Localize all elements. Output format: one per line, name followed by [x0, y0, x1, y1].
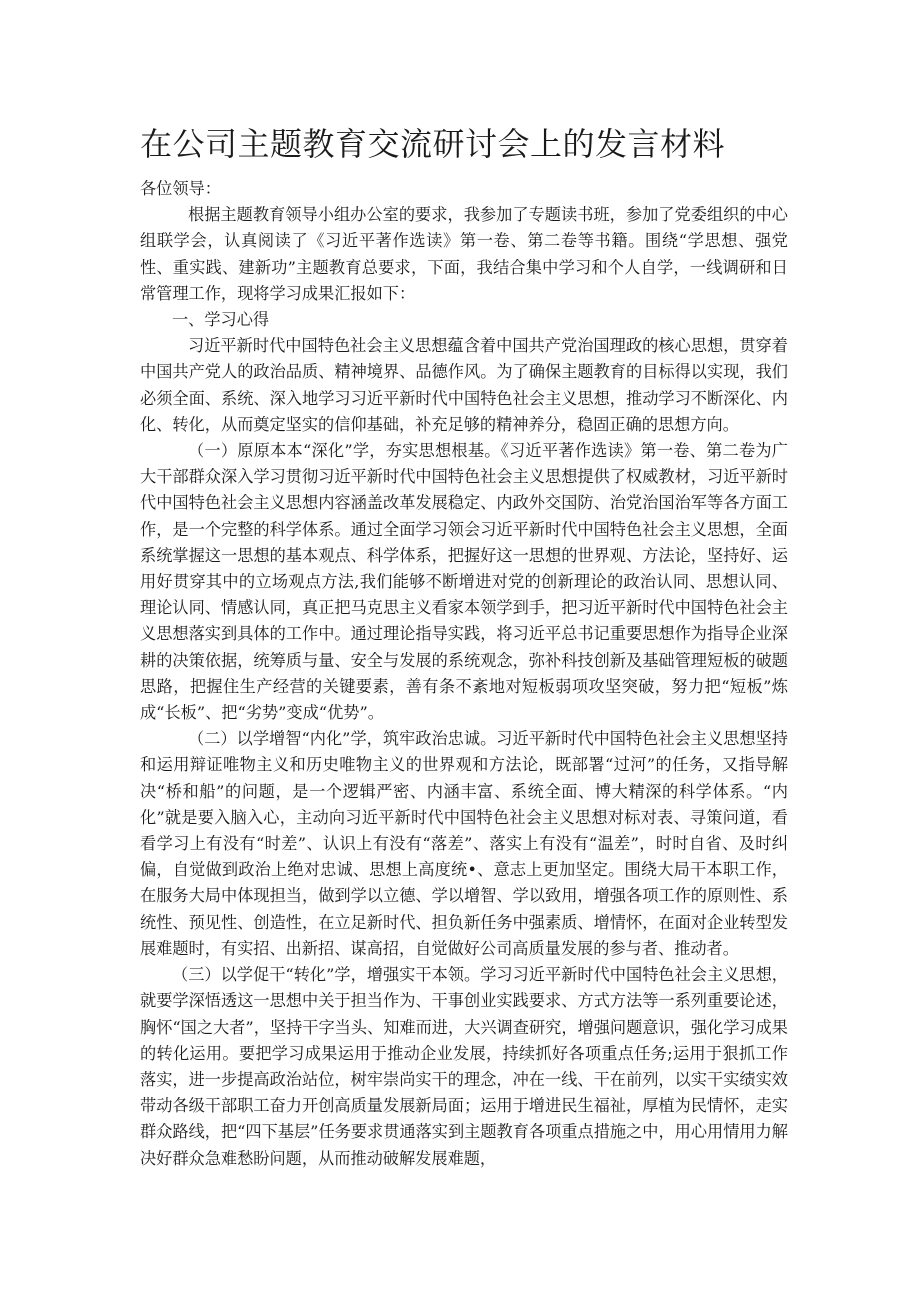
document-body	[140, 176, 788, 1172]
body-paragraph: （二）以学增智“内化”学，筑牢政治忠诚。习近平新时代中国特色社会主义思想坚持和运用辩证唯物主义和历史唯物主义的世界观和方法论，既部署“过河”的任务，又指导解决“桥和船”的问题，是一个逻辑严密、内涵丰富、系统全面、博大精深的科学体系。“内化”就是要入脑入心，主动向习近平新时代中国特色社会主义思想对标对表、寻策问道，看看学习上有没有“时差”、认识上有没有“落差”、落实上有没有“温差”，时时自省、及时纠偏，自觉做到政治上绝对忠诚、思想上高度统•、意志上更加坚定。围绕大局干本职工作，在服务大局中体现担当，做到学以立德、学以增智、学以致用，增强各项工作的原则性、系统性、预见性、创造性，在立足新时代、担负新任务中强素质、增情怀，在面对企业转型发展难题时，有实招、出新招、谋高招，自觉做好公司高质量发展的参与者、推动者。	[140, 729, 788, 958]
intro-paragraph: 根据主题教育领导小组办公室的要求，我参加了专题读书班，参加了党委组织的中心组联学会，认真阅读了《习近平著作选读》第一卷、第二卷等书籍。围绕“学思想、强党性、重实践、建新功”主题教育总要求，下面，我结合集中学习和个人自学，一线调研和日常管理工作，现将学习成果汇报如下：	[140, 205, 788, 303]
salutation: 各位领导：	[140, 179, 221, 198]
document-title: 在公司主题教育交流研讨会上的发言材料	[140, 125, 726, 163]
body-paragraph: （三）以学促干“转化”学，增强实干本领。学习习近平新时代中国特色社会主义思想，就要学深悟透这一思想中关于担当作为、干事创业实践要求、方式方法等一系列重要论述，胸怀“国之大者”，坚持干字当头、知难而进，大兴调查研究，增强问题意识，强化学习成果的转化运用。要把学习成果运用于推动企业发展，持续抓好各项重点任务;运用于狠抓工作落实，进一步提高政治站位，树牢崇尚实干的理念，冲在一线、干在前列，以实干实绩实效带动各级干部职工奋力开创高质量发展新局面；运用于增进民生福祉，厚植为民情怀，走实群众路线，把“四下基层”任务要求贯通落实到主题教育各项重点措施之中，用心用情用力解决好群众急难愁盼问题，从而推动破解发展难题，	[140, 965, 788, 1168]
section-heading: 一、学习心得	[172, 310, 270, 330]
body-paragraph: （一）原原本本“深化”学，夯实思想根基。《习近平著作选读》第一卷、第二卷为广大干部群众深入学习贯彻习近平新时代中国特色社会主义思想提供了权威教材，习近平新时代中国特色社会主义思想内容涵盖改革发展稳定、内政外交国防、治党治国治军等各方面工作，是一个完整的科学体系。通过全面学习领会习近平新时代中国特色社会主义思想，全面系统掌握这一思想的基本观点、科学体系，把握好这一思想的世界观、方法论，坚持好、运用好贯穿其中的立场观点方法,我们能够不断增进对党的创新理论的政治认同、思想认同、理论认同、情感认同，真正把马克思主义看家本领学到手，把习近平新时代中国特色社会主义思想落实到具体的工作中。通过理论指导实践，将习近平总书记重要思想作为指导企业深耕的决策依据，统筹质与量、安全与发展的系统观念，弥补科技创新及基础管理短板的破题思路，把握住生产经营的关键要素，善有条不紊地对短板弱项攻坚突破，努力把“短板”炼成“长板”、把“劣势”变成“优势”。	[140, 441, 788, 723]
body-paragraph: 习近平新时代中国特色社会主义思想蕴含着中国共产党治国理政的核心思想，贯穿着中国共产党人的政治品质、精神境界、品德作风。为了确保主题教育的目标得以实现，我们必须全面、系统、深入地学习习近平新时代中国特色社会主义思想，推动学习不断深化、内化、转化，从而奠定坚实的信仰基础，补充足够的精神养分，稳固正确的思想方向。	[140, 336, 788, 434]
